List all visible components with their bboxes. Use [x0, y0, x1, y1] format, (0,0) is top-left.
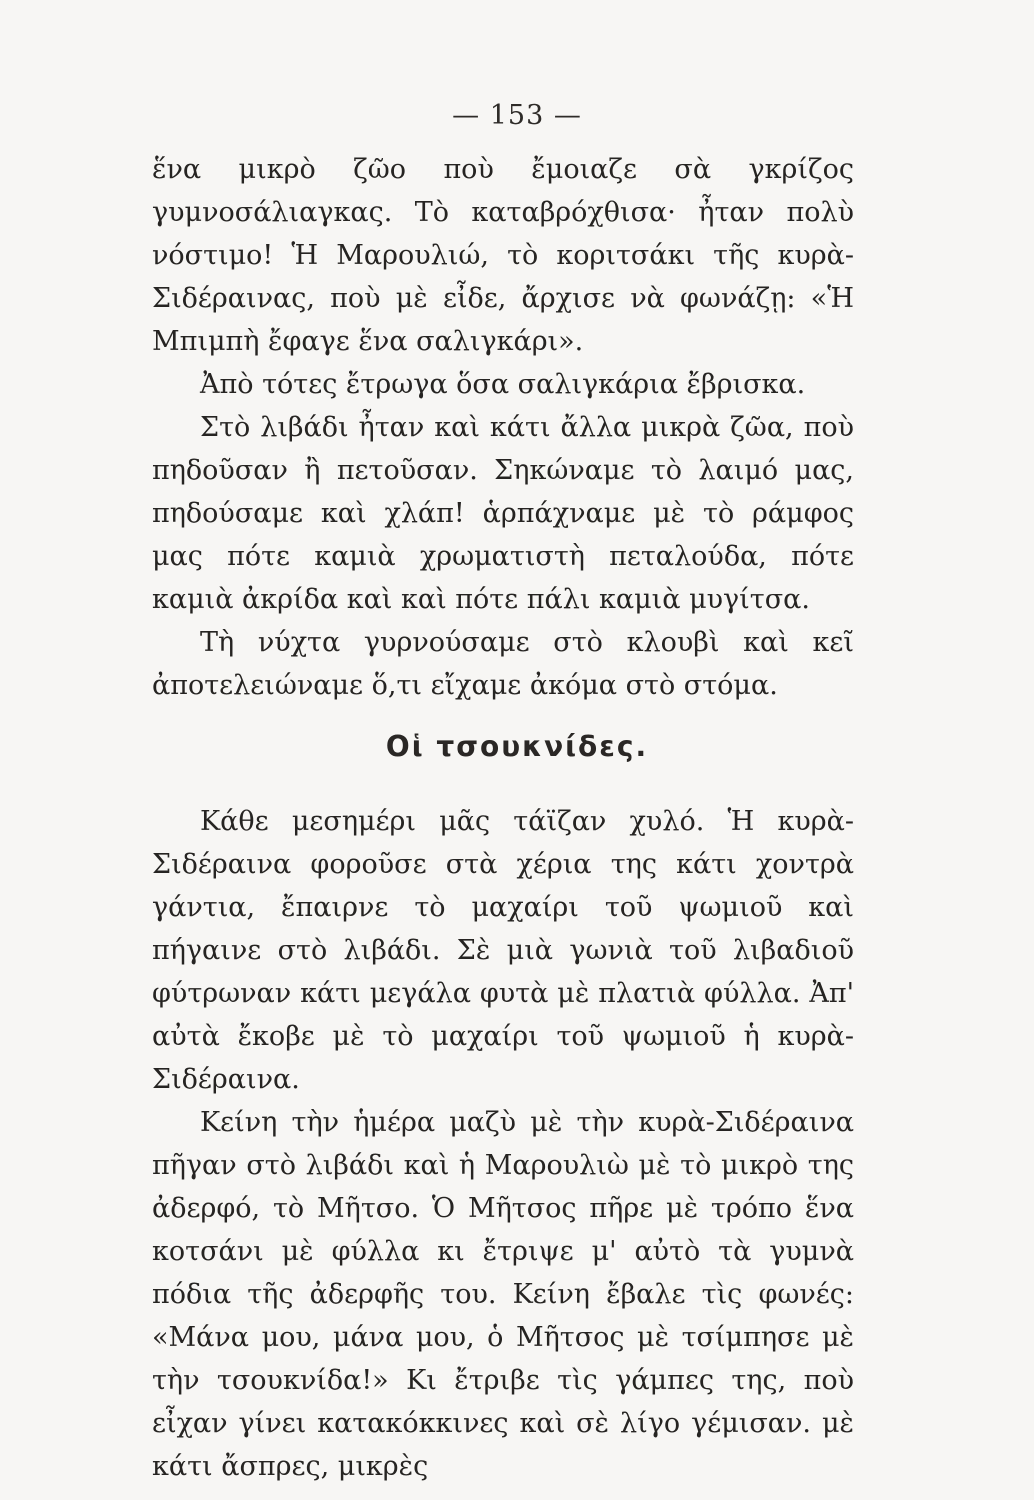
paragraph: Κάθε μεσημέρι μᾶς τάϊζαν χυλό. Ἡ κυρὰ-Σιδέραινα φοροῦσε στὰ χέρια της κάτι χοντρὰ γάντια, ἔπαιρνε τὸ μαχαίρι τοῦ ψωμιοῦ καὶ πήγαινε στὸ λιβάδι. Σὲ μιὰ γωνιὰ τοῦ λιβαδιοῦ φύτρωναν κάτι μεγάλα φυτὰ μὲ πλατιὰ φύλλα. Ἀπ' αὐτὰ ἔκοβε μὲ τὸ μαχαίρι τοῦ ψωμιοῦ ἡ κυρὰ-Σιδέραινα.	[152, 806, 854, 1095]
section-heading: Οἱ τσουκνίδες.	[385, 730, 649, 763]
paragraph: ἕνα μικρὸ ζῶο ποὺ ἔμοιαζε σὰ γκρίζος γυμνοσάλιαγκας. Τὸ καταβρόχθισα· ἦταν πολὺ νόστιμο! Ἡ Μαρουλιώ, τὸ κοριτσάκι τῆς κυρὰ-Σιδέραινας, ποὺ μὲ εἶδε, ἄρχισε νὰ φωνάζῃ: «Ἡ Μπιμπὴ ἔφαγε ἕνα σαλιγκάρι».	[152, 154, 854, 357]
page-number: — 153 —	[452, 100, 582, 131]
paragraph: Στὸ λιβάδι ἦταν καὶ κάτι ἄλλα μικρὰ ζῶα, ποὺ πηδοῦσαν ἢ πετοῦσαν. Σηκώναμε τὸ λαιμό μας, πηδούσαμε καὶ χλάπ! ἁρπάχναμε μὲ τὸ ράμφος μας πότε καμιὰ χρωματιστὴ πεταλούδα, πότε καμιὰ ἀκρίδα καὶ καὶ πότε πάλι καμιὰ μυγίτσα.	[152, 412, 854, 615]
paragraph: Ἀπὸ τότες ἔτρωγα ὅσα σαλιγκάρια ἔβρισκα.	[200, 369, 806, 400]
text-section-1	[152, 148, 854, 707]
paragraph: Κείνη τὴν ἡμέρα μαζὺ μὲ τὴν κυρὰ-Σιδέραινα πῆγαν στὸ λιβάδι καὶ ἡ Μαρουλιὼ μὲ τὸ μικρὸ της ἀδερφό, τὸ Μῆτσο. Ὁ Μῆτσος πῆρε μὲ τρόπο ἕνα κοτσάνι μὲ φύλλα κι ἔτριψε μ' αὐτὸ τὰ γυμνὰ πόδια τῆς ἀδερφῆς του. Κείνη ἔβαλε τὶς φωνές: «Μάνα μου, μάνα μου, ὁ Μῆτσος μὲ τσίμπησε μὲ τὴν τσουκνίδα!» Κι ἔτριβε τὶς γάμπες της, ποὺ εἶχαν γίνει κατακόκκινες καὶ σὲ λίγο γέμισαν. μὲ κάτι ἄσπρες, μικρὲς	[152, 1107, 854, 1482]
paragraph: Τὴ νύχτα γυρνούσαμε στὸ κλουβὶ καὶ κεῖ ἀποτελειώναμε ὅ,τι εἴχαμε ἀκόμα στὸ στόμα.	[152, 627, 854, 701]
text-section-2	[152, 800, 854, 1488]
